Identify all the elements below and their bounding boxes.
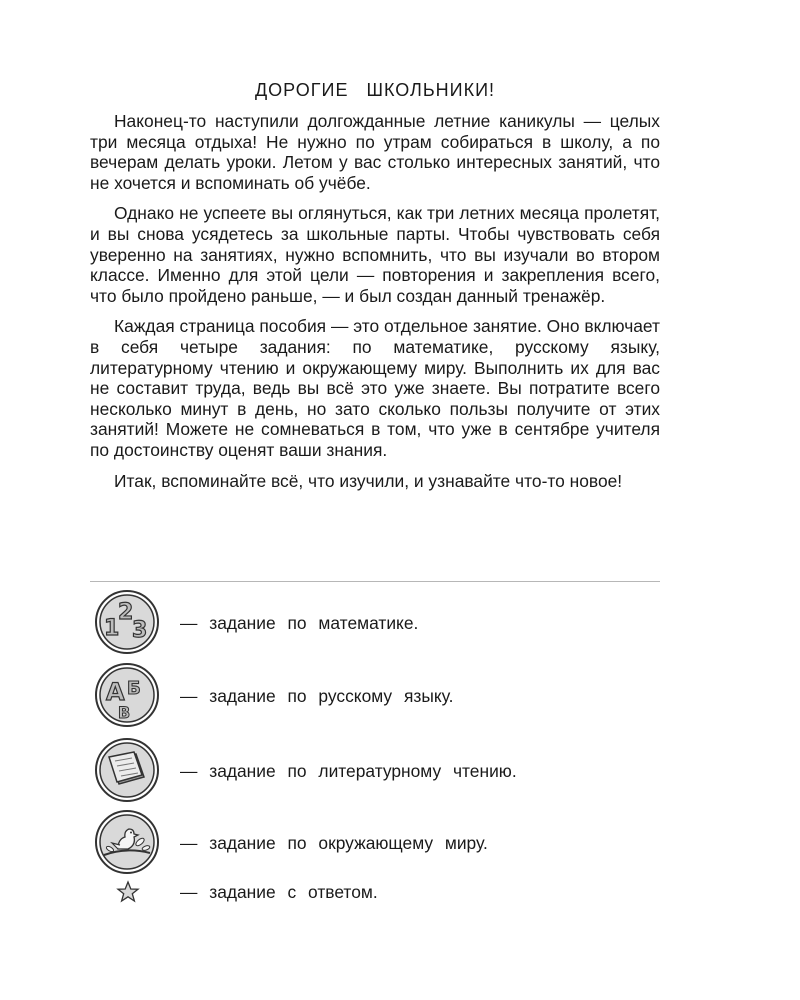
math-icon-digit: 1: [104, 616, 120, 641]
legend-label: — задание с ответом.: [180, 882, 378, 902]
legend-label: — задание по литературному чтению.: [180, 761, 517, 781]
russian-icon-letter: В: [118, 703, 131, 722]
bird-on-branch-icon: [94, 809, 160, 875]
russian-language-icon: [94, 662, 160, 728]
legend-label: — задание по математике.: [180, 613, 419, 633]
russian-icon-letter: Б: [127, 678, 141, 699]
legend-item-reading: [90, 737, 660, 807]
legend-label: — задание по окружающему миру.: [180, 833, 488, 853]
paragraph: Наконец-то наступили долгожданные летние каникулы — целых три месяца отдыха! Не нужно по утрам собираться в школу, а по вечерам делать уроки. Летом у вас столько интересных занятий, что не хочется и вспоминать об учёбе.: [90, 111, 660, 193]
page-title: ДОРОГИЕ ШКОЛЬНИКИ!: [254, 80, 496, 100]
paragraph: Однако не успеете вы оглянуться, как три летних месяца пролетят, и вы снова усядетесь за школьные парты. Чтобы чувствовать себя уверенно на занятиях, нужно вспомнить, что вы изучали во втором классе. Именно для этой цели — повторения и закрепления всего, что было пройдено раньше, — и был создан данный тренажёр.: [90, 203, 660, 306]
star-icon: [116, 880, 140, 904]
legend-item-answer: [90, 880, 660, 950]
legend-item-math: [90, 589, 660, 659]
russian-icon-letter: А: [106, 678, 125, 706]
legend-label: — задание по русскому языку.: [180, 686, 454, 706]
paragraph: Каждая страница пособия — это отдельное занятие. Оно включает в себя четыре задания: по математике, русскому языку, литературному чтению и окружающему миру. Выполнить их для вас не составит труда, ведь вы всё это уже знаете. Вы потратите всего несколько минут в день, но зато сколько пользы получите от этих занятий! Можете не сомневаться в том, что уже в сентябре учителя по достоинству оценят ваши знания.: [90, 316, 660, 460]
intro-text: [90, 111, 660, 501]
legend-item-russian: [90, 662, 660, 732]
paragraph: Итак, вспоминайте всё, что изучили, и узнавайте что-то новое!: [114, 470, 623, 491]
math-icon-digit: 2: [118, 600, 134, 625]
math-icon-digit: 3: [132, 618, 148, 643]
divider: [90, 581, 660, 582]
math-icon: [94, 589, 160, 655]
legend-item-nature: [90, 809, 660, 879]
book-icon: [94, 737, 160, 803]
